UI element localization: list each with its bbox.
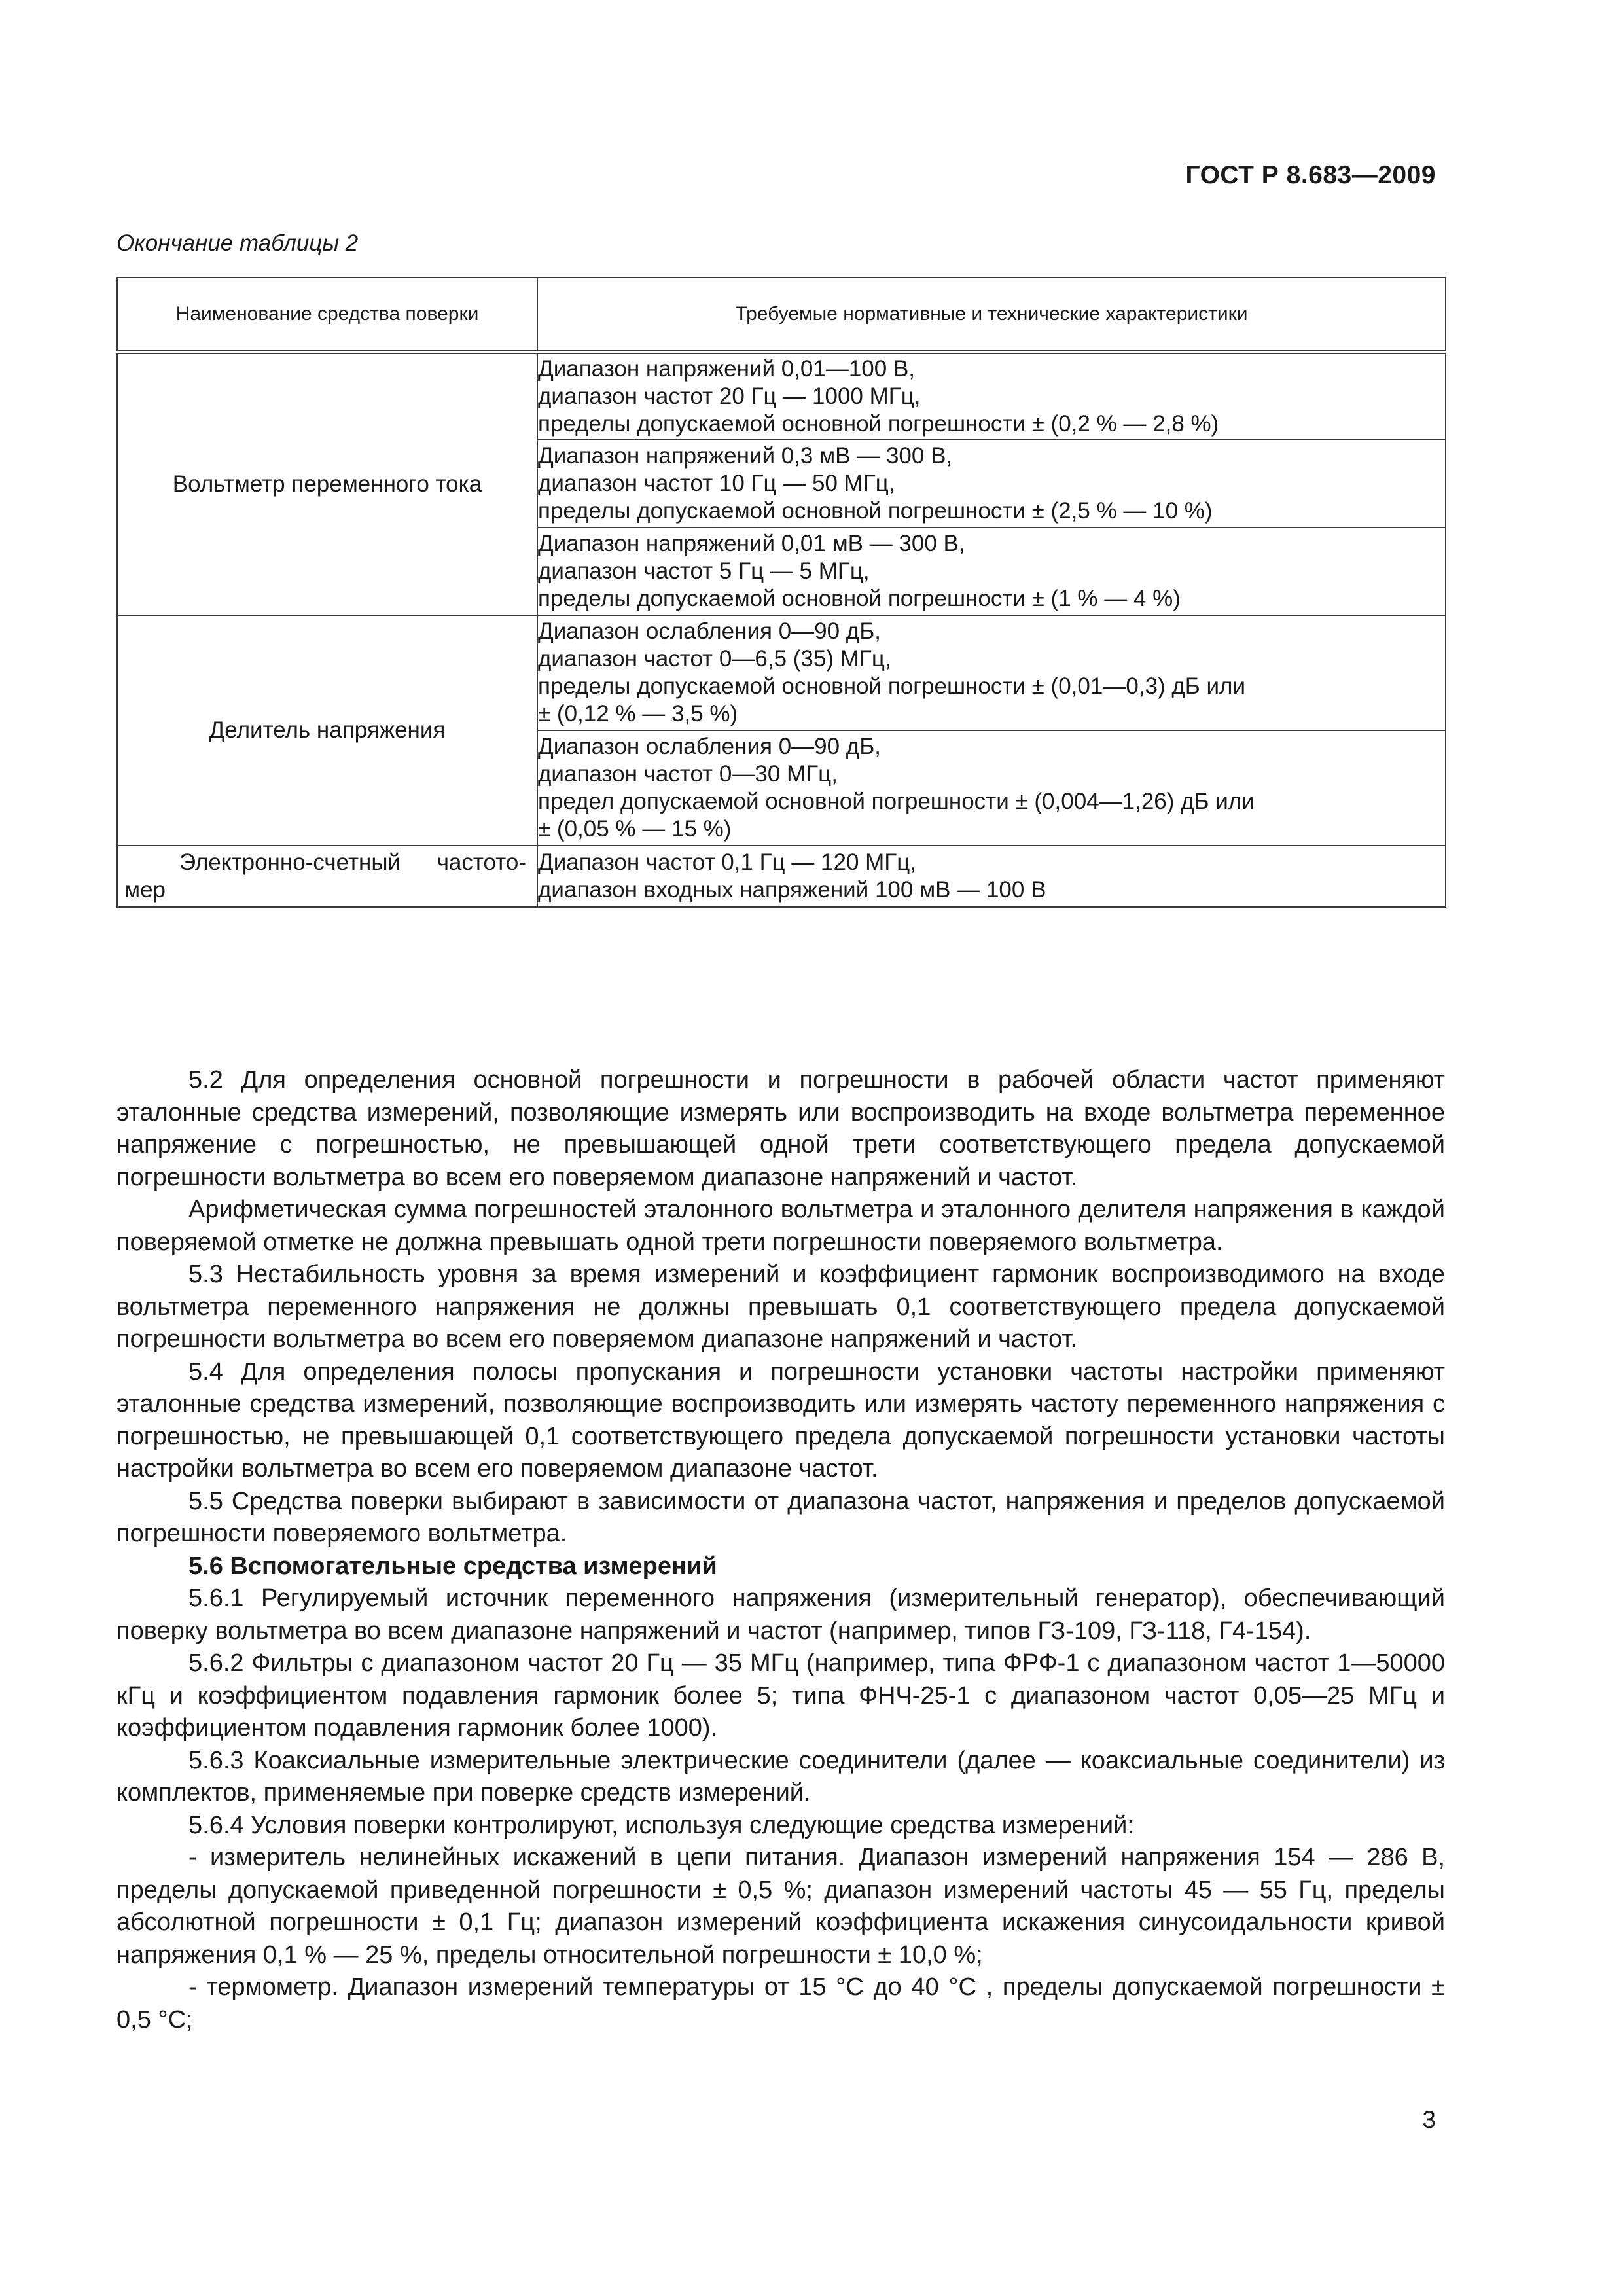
spec-line: пределы допускаемой основной погрешности ± (1 % — 4 %)	[538, 586, 1181, 611]
spec-line: Диапазон напряжений 0,01 мВ — 300 В,	[538, 531, 965, 556]
column-header-characteristics: Требуемые нормативные и технические характеристики	[537, 278, 1446, 352]
spec-line: Диапазон напряжений 0,01—100 В,	[538, 356, 916, 382]
spec-line: пределы допускаемой основной погрешности ± (0,2 % — 2,8 %)	[538, 411, 1219, 437]
spec-line: Диапазон ослабления 0—90 дБ,	[538, 619, 881, 644]
table-row	[117, 352, 1446, 440]
spec-line: Диапазон ослабления 0—90 дБ,	[538, 734, 881, 759]
spec-line: диапазон частот 10 Гц — 50 МГц,	[538, 471, 895, 496]
spec-cell	[537, 440, 1446, 528]
paragraph: 5.6.4 Условия поверки контролируют, используя следующие средства измерений:	[188, 1811, 1134, 1839]
section-heading: 5.6 Вспомогательные средства измерений	[188, 1552, 717, 1580]
paragraph: 5.3 Нестабильность уровня за время измерений и коэффициент гармоник воспроизводимого на входе вольтметра переменного напряжения не должны превышать 0,1 соответствующего предела допускаемой погрешности вольтметра во всем его поверяемом диапазоне напряжений и частот.	[116, 1261, 1445, 1353]
spec-line: диапазон частот 0—30 МГц,	[538, 761, 838, 787]
spec-line: ± (0,12 % — 3,5 %)	[538, 701, 738, 726]
paragraph: 5.5 Средства поверки выбирают в зависимости от диапазона частот, напряжения и пределов допускаемой погрешности поверяемого вольтметра.	[116, 1487, 1445, 1547]
list-item: - термометр. Диапазон измерений температуры от 15 °С до 40 °С , пределы допускаемой погрешности ± 0,5 °С;	[116, 1973, 1445, 2034]
spec-cell	[537, 352, 1446, 440]
document-code: ГОСТ Р 8.683—2009	[1185, 161, 1436, 189]
paragraph: 5.6.3 Коаксиальные измерительные электрические соединители (далее — коаксиальные соединители) из комплектов, применяемые при поверке средств измерений.	[116, 1746, 1445, 1806]
paragraph: 5.6.1 Регулируемый источник переменного напряжения (измерительный генератор), обеспечивающий поверку вольтметра во всем диапазоне напряжений и частот (например, типов ГЗ-109, ГЗ-118, Г4-154).	[116, 1585, 1445, 1645]
table-header-row	[117, 278, 1446, 352]
spec-line: диапазон частот 20 Гц — 1000 МГц,	[538, 384, 921, 409]
spec-line: ± (0,05 % — 15 %)	[538, 816, 732, 842]
table-row	[117, 846, 1446, 907]
verification-means-table	[116, 277, 1446, 908]
paragraph: 5.4 Для определения полосы пропускания и погрешности установки частоты настройки применяют эталонные средства измерений, позволяющие воспроизводить или измерять частоту переменного напряжения с погрешностью, не превышающей 0,1 соответствующего предела допускаемой погрешности установки частоты настройки вольтметра во всем его поверяемом диапазоне частот.	[116, 1357, 1445, 1482]
spec-line: Диапазон напряжений 0,3 мВ — 300 В,	[538, 443, 953, 469]
spec-line: пределы допускаемой основной погрешности ± (0,01—0,3) дБ или	[538, 673, 1246, 699]
instrument-name-cell: Вольтметр переменного тока	[117, 352, 537, 615]
list-item: - измеритель нелинейных искажений в цепи питания. Диапазон измерений напряжения 154 — 286 В, пределы допускаемой приведенной погрешности ± 0,5 %; диапазон измерений частоты 45 — 55 Гц, пределы абсолютной погрешности ± 0,1 Гц; диапазон измерений коэффициента искажения синусоидальности кривой напряжения 0,1 % — 25 %, пределы относительной погрешности ± 10,0 %;	[116, 1844, 1445, 1969]
spec-cell	[537, 528, 1446, 615]
paragraph: 5.2 Для определения основной погрешности и погрешности в рабочей области частот применяют эталонные средства измерений, позволяющие измерять или воспроизводить на входе вольтметра переменное напряжение с погрешностью, не превышающей одной трети соответствующего предела допускаемой погрешности вольтметра во всем его поверяемом диапазоне напряжений и частот.	[116, 1066, 1445, 1191]
spec-cell	[537, 846, 1446, 907]
column-header-name: Наименование средства поверки	[117, 278, 537, 352]
spec-cell	[537, 615, 1446, 730]
instrument-name-cell	[117, 846, 537, 907]
spec-line: диапазон частот 0—6,5 (35) МГц,	[538, 646, 891, 672]
spec-line: пределы допускаемой основной погрешности ± (2,5 % — 10 %)	[538, 498, 1213, 524]
page-number: 3	[1422, 2106, 1436, 2133]
spec-line: предел допускаемой основной погрешности ± (0,004—1,26) дБ или	[538, 789, 1255, 814]
paragraph: Арифметическая сумма погрешностей эталонного вольтметра и эталонного делителя напряжения в каждой поверяемой отметке не должна превышать одной трети погрешности поверяемого вольтметра.	[116, 1196, 1445, 1256]
instrument-name-cell: Делитель напряжения	[117, 615, 537, 846]
spec-line: Диапазон частот 0,1 Гц — 120 МГц,	[538, 850, 917, 875]
spec-line: диапазон частот 5 Гц — 5 МГц,	[538, 558, 870, 584]
table-caption: Окончание таблицы 2	[116, 230, 359, 256]
spec-line: диапазон входных напряжений 100 мВ — 100 В	[538, 877, 1046, 903]
paragraph: 5.6.2 Фильтры с диапазоном частот 20 Гц — 35 МГц (например, типа ФРФ-1 с диапазоном частот 1—50000 кГц и коэффициентом подавления гармоник более 5; типа ФНЧ-25-1 с диапазоном частот 0,05—25 МГц и коэффициентом подавления гармоник более 1000).	[116, 1649, 1445, 1742]
table-row	[117, 615, 1446, 730]
body-text	[116, 1064, 1445, 2036]
spec-cell	[537, 730, 1446, 846]
instrument-name-text: Электронно-счетный частото-мер	[124, 850, 526, 903]
